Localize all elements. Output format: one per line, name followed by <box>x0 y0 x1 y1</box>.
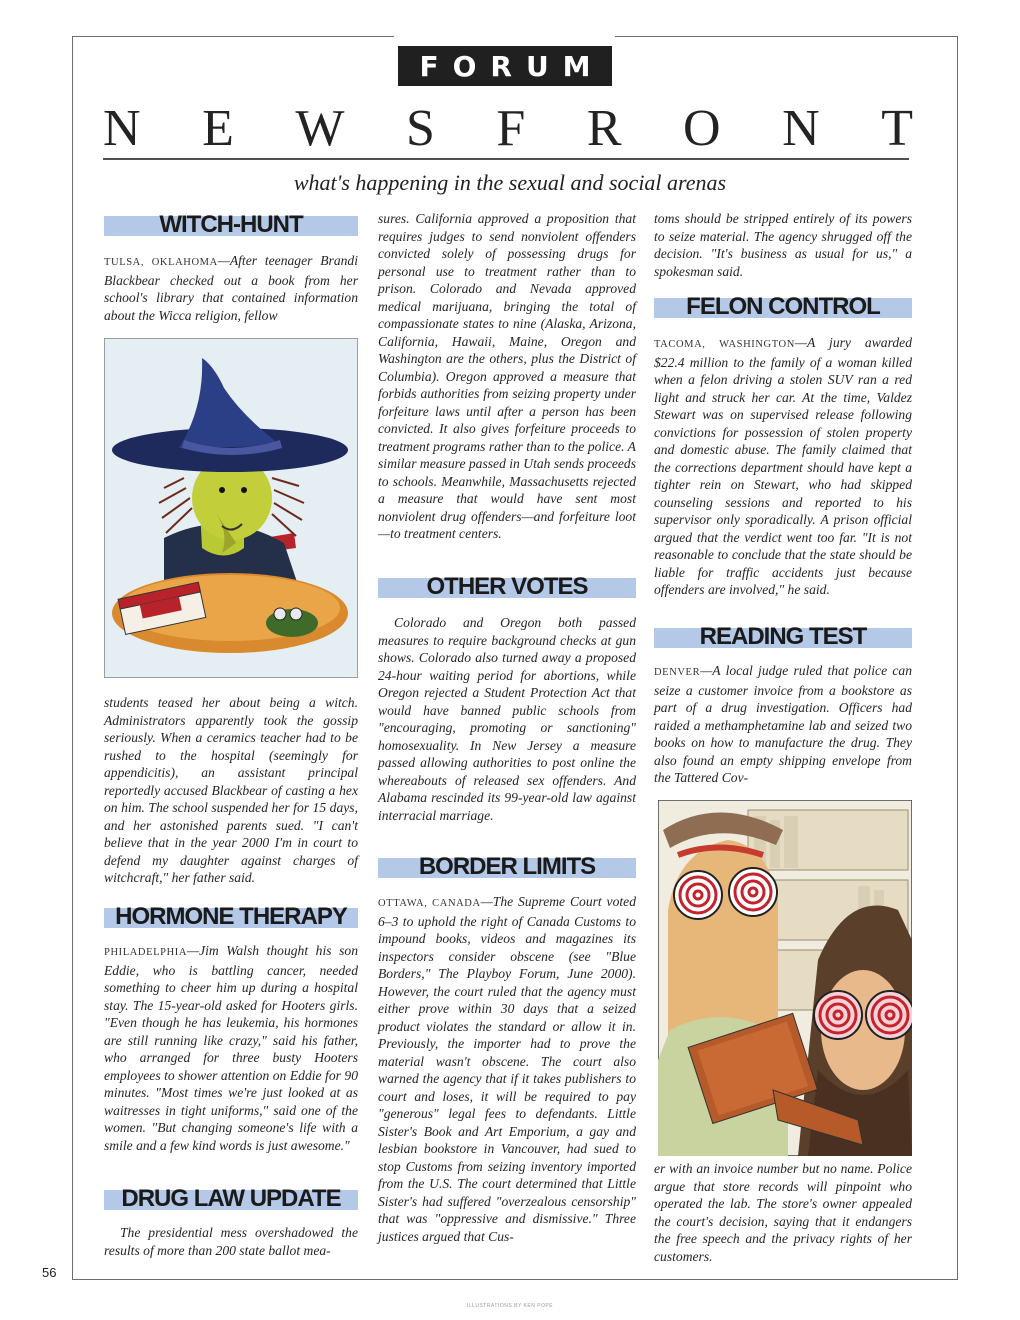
hormone-therapy-location: PHILADELPHIA <box>104 947 188 958</box>
illustration-credit: ILLUSTRATIONS BY KEN POPE <box>466 1303 554 1309</box>
masthead-letter: O <box>683 99 721 157</box>
masthead-letter: E <box>202 99 234 157</box>
border-limits-continued <box>654 210 912 280</box>
masthead-title <box>103 100 913 156</box>
masthead-letter: N <box>782 99 820 157</box>
forum-label: FORUM <box>398 46 612 86</box>
reading-test-body <box>654 662 912 787</box>
other-votes-heading: OTHER VOTES <box>426 573 588 600</box>
masthead-letter: W <box>295 99 345 157</box>
drug-law-lead <box>104 1224 358 1259</box>
hormone-therapy-text: —Jim Walsh thought his son Eddie, who is battling cancer, needed something to cheer him up during a hospital stay. The 15-year-old asked for Hooters girls. "Even though he has leukemia, his hormones are still running like crazy," said his father, who arranged for three busty Hooters employees to shower attention on Eddie for 90 minutes. "Most times we're just looked at as waitresses in tight uniforms," said one of the women. "But changing someone's life with a smile and a few kind words is just awesome." <box>104 943 358 1153</box>
drug-law-lead-text: The presidential mess overshadowed the results of more than 200 state ballot mea- <box>104 1225 358 1258</box>
witch-hunt-continued-text: students teased her about being a witch. Administrators apparently took the gossip seriously. When a ceramics teacher had to be rushed to the hospital (seemingly for appendicitis), an assistant principal reportedly accused Blackbear of casting a hex on him. The school suspended her for 15 days, and her astonished parents sued. "I can't believe that in the year 2000 I'm in court to defend my daughter against charges of witchcraft," her father said. <box>104 695 358 885</box>
masthead-letter: R <box>586 99 622 157</box>
border-limits-body <box>378 893 636 1245</box>
border-limits-heading: BORDER LIMITS <box>418 853 596 880</box>
masthead-letter: N <box>103 99 141 157</box>
border-limits-lead-text: —The Supreme Court voted 6–3 to uphold the right of Canada Customs to impound books, videos and magazines its inspectors consider obscene (see "Blue Borders," The Playboy Forum, June 2000). However, the court ruled that the agency must either prove within 30 days that a seized product violates the standard or allow it in. Previously, the importer had to prove the material wasn't obscene. The court also warned the agency that if it takes publishers to court and loses, it will be required to pay "generous" legal fees to defendants. Little Sister's Book and Art Emporium, a gay and lesbian bookstore in Vancouver, had sued to stop Customs from seizing inventory imported from the U.S. The court determined that Little Sister's had suffered "overzealous censorship" that was "oppressive and dismissive." Three justices argued that Cus- <box>378 894 636 1244</box>
hormone-therapy-heading: HORMONE THERAPY <box>115 903 347 930</box>
reading-test-continued <box>654 1160 912 1265</box>
felon-control-location: TACOMA, WASHINGTON <box>654 339 795 350</box>
drug-law-continued <box>378 210 636 543</box>
other-votes-text: Colorado and Oregon both passed measures to require background checks at gun shows. Colorado also turned away a proposed 24-hour waiting period for abortions, while Oregon rejected a Student Protection Act that would have banned public schools from "encouraging, promoting or sanctioning" homosexuality. In New Jersey a measure passed allowing authorities to post online the whereabouts of released sex offenders. And Alabama rescinded its 99-year-old law against interracial marriage. <box>378 615 636 823</box>
felon-control-body <box>654 334 912 599</box>
readers-illustration <box>658 800 912 1156</box>
masthead-letter: F <box>496 99 526 157</box>
witch-hunt-lead <box>104 252 358 324</box>
masthead-letter: T <box>881 99 913 157</box>
witch-hunt-heading: WITCH-HUNT <box>159 211 303 238</box>
reading-test-heading: READING TEST <box>699 623 867 650</box>
other-votes-body <box>378 614 636 824</box>
page-subtitle: what's happening in the sexual and social arenas <box>293 170 727 195</box>
reading-test-lead-text: —A local judge ruled that police can seize a customer invoice from a bookstore as part of a drug investigation. Officers had raided a methamphetamine lab and seized two books on how to manufacture the drug. They also found an empty shipping envelope from the Tattered Cov- <box>654 663 912 785</box>
witch-hunt-lead-text: —After teenager Brandi Blackbear checked out a book from her school's library that contained information about the Wicca religion, fellow <box>104 253 358 323</box>
border-limits-location: OTTAWA, CANADA <box>378 898 481 909</box>
hormone-therapy-body <box>104 942 358 1154</box>
page-number: 56 <box>42 1265 57 1280</box>
drug-law-continued-text: sures. California approved a proposition that requires judges to send nonviolent offenders convicted solely of possessing drugs for personal use to treatment rather than to prison. Colorado and Nevada approved medical marijuana, bringing the total of compassionate states to nine (Alaska, Arizona, California, Hawaii, Maine, Oregon and Washington are the others, plus the District of Columbia). Oregon approved a measure that forbids authorities from seizing property under forfeiture laws until after a person has been convicted. It also gives forfeiture proceeds to treatment programs rather than to the police. A similar measure passed in Utah sends proceeds to schools. Meanwhile, Massachusetts rejected a measure that would have sent most nonviolent drug offenders—and forfeiture loot—to treatment centers. <box>378 211 637 541</box>
masthead-letter: S <box>405 99 435 157</box>
drug-law-heading: DRUG LAW UPDATE <box>121 1185 341 1212</box>
felon-control-heading: FELON CONTROL <box>686 293 880 320</box>
reading-test-location: DENVER <box>654 667 701 678</box>
border-limits-continued-text: toms should be stripped entirely of its powers to seize material. The agency shrugged off the decision. "It's business as usual for us," a spokesman said. <box>654 211 912 279</box>
witch-hunt-continued <box>104 694 358 887</box>
felon-control-text: —A jury awarded $22.4 million to the family of a woman killed when a felon driving a stolen SUV ran a red light and struck her car. At the time, Valdez Stewart was on supervised release following convictions for possession of stolen property and domestic abuse. The family claimed that the corrections department should have kept a tighter rein on Stewart, who had skipped counseling sessions and reported to his supervisor only sporadically. A prison official argued that the verdict went too far. "It is not reasonable to conclude that the state should be liable for traffic accidents just because offenders are involved," he said. <box>654 335 913 597</box>
witch-illustration <box>104 338 358 678</box>
witch-hunt-location: TULSA, OKLAHOMA <box>104 257 218 268</box>
masthead-rule <box>103 158 909 160</box>
reading-test-continued-text: er with an invoice number but no name. Police argue that store records will pinpoint who operated the lab. The store's owner appealed the court's decision, saying that it endangers the free speech and the privacy rights of her customers. <box>654 1161 912 1264</box>
